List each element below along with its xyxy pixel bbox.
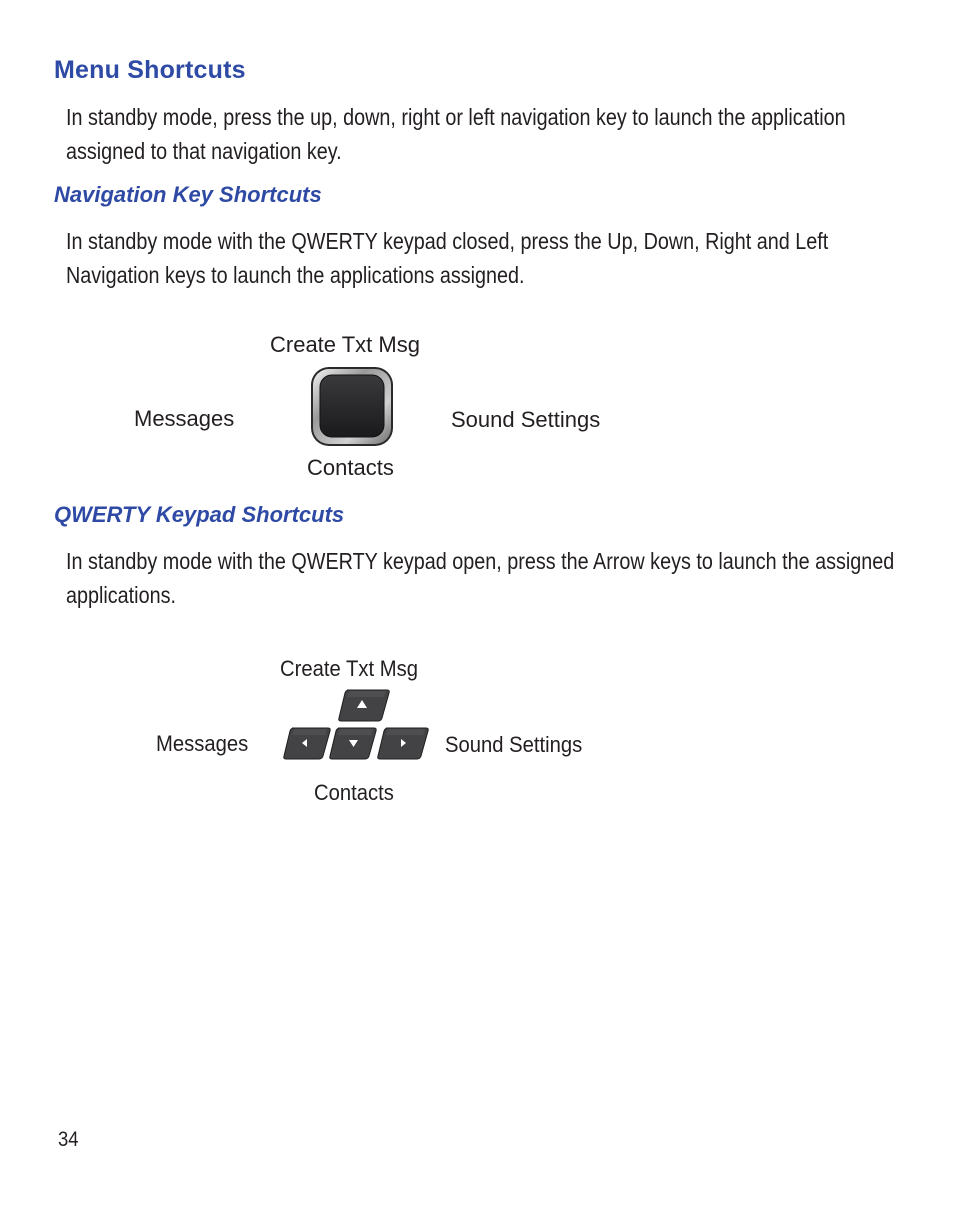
nav-right-label: Sound Settings <box>451 407 601 432</box>
nav-section-heading: Navigation Key Shortcuts <box>54 182 322 207</box>
page-title: Menu Shortcuts <box>54 56 246 84</box>
nav-up-label: Create Txt Msg <box>270 332 420 357</box>
qwerty-right-label: Sound Settings <box>445 732 583 757</box>
arrow-left-key-icon <box>282 727 332 760</box>
intro-paragraph: In standby mode, press the up, down, right or left navigation key to launch the application assigned to that navigation key. <box>66 104 846 164</box>
qwerty-section-heading: QWERTY Keypad Shortcuts <box>54 502 345 527</box>
nav-section-paragraph: In standby mode with the QWERTY keypad closed, press the Up, Down, Right and Left Navigation keys to launch the applications assigned. <box>66 228 829 288</box>
nav-down-label: Contacts <box>307 455 394 480</box>
qwerty-down-label: Contacts <box>314 780 394 805</box>
page-number: 34 <box>58 1128 79 1151</box>
qwerty-section-paragraph: In standby mode with the QWERTY keypad open, press the Arrow keys to launch the assigned applications. <box>66 548 895 608</box>
navigation-key-icon <box>310 366 396 448</box>
arrow-right-key-icon <box>376 727 430 760</box>
arrow-up-key-icon <box>337 689 391 722</box>
qwerty-up-label: Create Txt Msg <box>280 656 418 681</box>
arrow-down-key-icon <box>328 727 378 760</box>
nav-left-label: Messages <box>134 406 235 431</box>
qwerty-left-label: Messages <box>156 731 249 756</box>
